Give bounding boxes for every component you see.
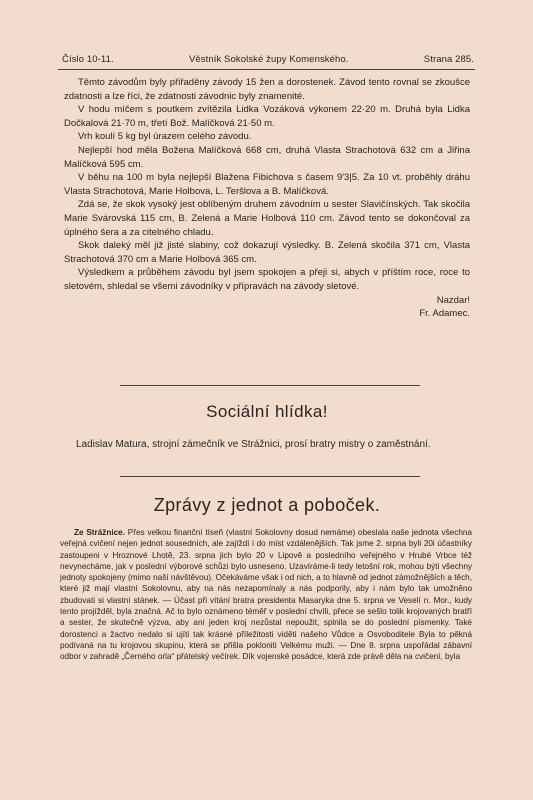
report-paragraph: Nejlepší hod měla Božena Malíčková 668 cm, druhá Vlasta Strachotová 632 cm a Jiřina Malíčková 595 cm. (64, 144, 470, 170)
social-notice: Ladislav Matura, strojní zámečník ve Strážnici, prosí bratry mistry o zaměstnání. (76, 439, 431, 450)
report-paragraph: Těmto závodům byly přiřaděny závody 15 žen a dorostenek. Závod tento rovnal se zkoušce zdatnosti a lze říci, že zdatnosti závodnic byly znamenité. (64, 77, 470, 102)
report-paragraph: Vrh koulí 5 kg byl úrazem celého závodu. (78, 131, 252, 143)
report-paragraph: Zdá se, že skok vysoký jest oblíbeným druhem závodním u sester Slavičínských. Tak skočila Marie Svárovská 115 cm, B. Zelená a Marie Holbová 110 cm. Závod tento se dokončoval za úplného šera a za citelného chladu. (64, 199, 470, 238)
news-report (60, 527, 472, 663)
section-divider (120, 476, 420, 477)
report-paragraph: V běhu na 100 m byla nejlepší Blažena Fibichova s časem 9'3|5. Za 10 vt. proběhly dráhu Vlasta Strachotová, Marie Holbova, L. Teršlova a B. Malíčková. (64, 172, 470, 197)
page-number: Strana 285. (423, 54, 474, 65)
journal-title: Věstník Sokolské župy Komenského. (188, 54, 349, 65)
report-paragraph: Skok daleký měl již jisté slabiny, což dokazují výsledky. B. Zelená skočila 371 cm, Vlasta Strachotová 370 cm a Marie Holbová 365 cm. (64, 240, 470, 265)
report-paragraph: Výsledkem a průběhem závodu byl jsem spokojen a přeji si, abych v příštím roce, roce to sletovém, shledal se všemi závodníky v přípravách na závody sletové. (64, 267, 470, 292)
news-section-title: Zprávy z jednot a poboček. (153, 495, 381, 515)
header-rule (58, 69, 475, 70)
sports-report (64, 76, 470, 321)
report-paragraph: V hodu míčem s poutkem zvítězila Lidka Vozáková výkonem 22·20 m. Druhá byla Lidka Dočkalová 21·70 m, třetí Bož. Malíčková 21·50 m. (64, 104, 470, 129)
issue-number: Číslo 10-11. (62, 54, 114, 65)
author-signature: Fr. Adamec. (419, 308, 470, 320)
news-lead: Ze Strážnice. (74, 528, 126, 537)
news-text: Přes velkou finanční tíseň (vlastní Sokolovny dosud nemáme) obeslala naše jednota všechna veřejná cvičení nejen jednot sousedních, ale zajíždí i do míst vzdálenějších. Tak jsme 2. srpna byli 20i účastníky zastoupeni v Hroznové Lhotě, 23. srpna jich bylo 20 v Lipově a posledního veřejného v Hrubé Vrbce též nevynecháme, jak v poslední výborové schůzi bylo usneseno. Uzavíráme-li tedy letošní rok, mohou býti všechny jednoty spokojeny (mimo naší návštěvou). Očekáváme však i od nich, a to hlavně od jednot zámožnějších a těch, které již mají vlastní Sokolovnu, aby na nás nezapomínaly a nás podporily, aby i nám bylo tak umožněno zbudovati si vlastní stánek. — Účast při vítání bratra presidenta Masaryka dne 5. srpna ve Veselí n. Mor., kudy tento projížděl, byla značná. Ač to bylo oznámeno téměř v poslední chvíli, přece se sešlo tolik krojovaných bratří a sester, že skutečně výzva, aby ani jeden kroj nezůstal nepoužit, splnila se do poslední písmenky. Také dorostenci a žactvo nedalo si ujíti tak krásné příležitosti viděti našeho Vůdce a Osvoboditele Byla to pěkná podívaná na tu krojovou skupinu, která se přišla pokloniti Velkému muži. — Dne 8. srpna uspořádal zábavní odbor v zahradě „Černého orla“ přátelský večírek. Dík vojenské posádce, která zde právě děla na cvičení, byla (60, 528, 472, 662)
closing-greeting: Nazdar! (436, 294, 470, 306)
section-divider (120, 385, 420, 386)
social-section-title: Sociální hlídka! (206, 402, 328, 421)
page-header (62, 54, 474, 65)
